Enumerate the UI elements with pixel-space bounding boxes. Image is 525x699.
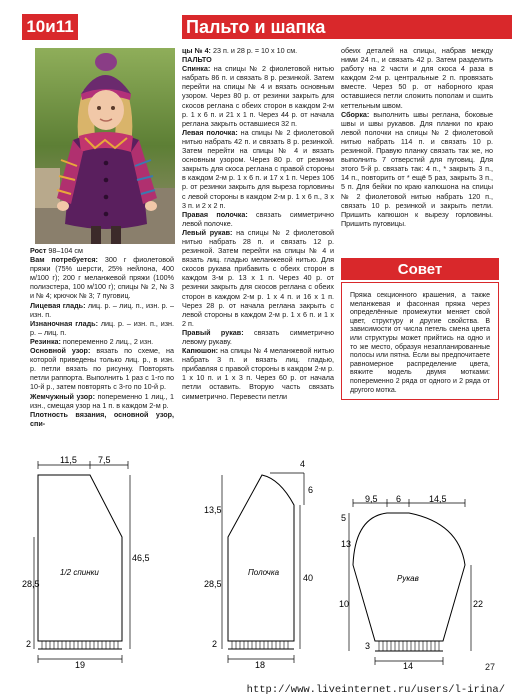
back-height-body: 28,5 — [22, 579, 40, 589]
back-piece-label: 1/2 спинки — [60, 568, 99, 577]
title-bar — [82, 14, 512, 40]
sleeve-width: 14 — [403, 661, 414, 670]
rib-label: Резинка: — [30, 336, 61, 346]
pearl-pattern-text: попеременно 1 лиц., 1 изн., смещая узор на 1 п. в каждом 2-м р. — [30, 391, 175, 410]
front-piece-label: Полочка — [248, 568, 280, 577]
front-rib-height: 2 — [212, 639, 218, 649]
main-pattern-text: вязать по схеме, на которой приведены только лиц. р., в изн. р. петли вязать по рисунку. Повторять петли раппорта. Выполнить 1 раз с 1-го по 10-й р., затем повторять с 3-го по 10-й р. — [30, 346, 175, 392]
hood-continued-text: обеих деталей на спицы, набрав между ними 24 п., и связать 42 р. Затем разделить работу на 2 части и для скоса 4 раза в каждом 2-м р. центральные 2 п. провязать вместе. Через 50 р. от наборного края оставшиеся петли сложить пополам и сшить кеттельным швом. — [341, 46, 493, 110]
sleeve-top-right-dim: 14,5 — [429, 494, 447, 504]
sleeve-height-top2: 13 — [341, 539, 352, 549]
text-column-3 — [341, 46, 493, 228]
back-top-right-dim: 7,5 — [98, 455, 111, 465]
sleeve-top-left-dim: 9,5 — [365, 494, 378, 504]
right-sleeve-text: связать симметрично левому рукаву. — [182, 327, 335, 346]
advice-text: Пряжа секционного крашения, а также меланжевая и фасонная пряжа через определённые промежутки меняет свой цвет, структуру и другие свойства. В зависимости от числа петель смена цвета или структуры может прийтись на одно и то же место, образуя незапланированные полосы или пятна. Если вы предпочитаете равномерное распределение цвета, вяжите модель двумя мотками: попеременно 2 ряда от одного и 2 ряда от другого мотка. — [341, 282, 499, 400]
hood-label: Капюшон: — [182, 346, 219, 356]
right-sleeve-label: Правый рукав: — [182, 327, 244, 337]
sleeve-height-total: 22 — [473, 599, 484, 609]
density-label: Плотность вязания, основной узор, спи- — [30, 409, 174, 428]
text-column-2 — [182, 46, 334, 401]
text-column-1 — [30, 246, 174, 428]
materials-text: 300 г фиолетовой пряжи (75% шерсти, 25% нейлона, 400 м/100 г); 200 г меланжевой пряжи (100% полиэстера, 100 м/100 г); спицы № 2, № 3 и № 4; крючок № 3; 7 пуговиц. — [30, 255, 174, 301]
materials-label: Вам потребуется: — [30, 255, 98, 265]
left-front-label: Левая полочка: — [182, 127, 238, 137]
page-title: Пальто и шапка — [186, 17, 326, 37]
face-stitch-text: лиц. р. – лиц. п., изн. р. – изн. п. — [30, 300, 174, 319]
front-width: 18 — [255, 660, 266, 670]
model-number-badge: 10и11 — [22, 14, 78, 40]
front-neck-top-dim: 4 — [300, 459, 306, 469]
purl-stitch-text: лиц. р. – изн. п., изн. р. – лиц. п. — [30, 318, 174, 337]
back-top-left-dim: 11,5 — [60, 455, 77, 465]
front-height-body: 28,5 — [204, 579, 222, 589]
page-number: 27 — [484, 662, 495, 672]
back-schematic — [20, 455, 160, 670]
main-pattern-label: Основной узор: — [30, 346, 91, 356]
size-value: 98–104 см — [46, 246, 83, 255]
child-photo — [35, 48, 175, 244]
back-label: Спинка: — [182, 64, 211, 74]
sleeve-top-mid-dim: 6 — [396, 494, 402, 504]
rib-text: попеременно 2 лиц., 2 изн. — [60, 336, 154, 346]
advice-box — [341, 258, 499, 398]
face-stitch-label: Лицевая гладь: — [30, 300, 86, 310]
assembly-text: выполнить швы реглана, боковые швы и швы рукавов. Для планки по краю левой полочки на спицы № 2 фиолетовой нитью набрать 114 п. и связать 10 р. резинкой. Правую планку связать так же, но выполнить 7 отверстий для пуговиц. Для этого 5-й р. связать так: 4 п., * закрыть 3 п., 14 п., повторить от * ещё 5 раз, закрыть 3 п., 5 п. Для бейки по краю капюшона на спицы № 2 фиолетовой нитью набрать 120 п., связать 10 р. резинкой и закрыть петли. Пришить капюшон к вырезу горловины. Пришить пуговицы. — [341, 109, 493, 228]
sleeve-height-mid: 10 — [339, 599, 350, 609]
child-photo-illustration — [35, 48, 175, 244]
sleeve-schematic — [335, 455, 495, 670]
size-label: Рост — [30, 246, 47, 255]
coat-heading: ПАЛЬТО — [182, 55, 212, 65]
left-sleeve-text: на спицы № 2 фиолетовой нитью набрать 28 п. и связать 12 р. резинкой. Затем перейти на спицы № 4 и вязать лиц. гладью меланжевой нитью. Для скосов рукава прибавить с обеих сторон в каждом 3-м р. 13 x 1 п. Через 40 р. от резинки закрыть для скосов реглана с обеих сторон в каждом 2-м р. 1 x 4 п. и 16 x 1 п. Через 28 р. от начала реглана закрыть с левой стороны в каждом 2-м р. 1 x 6 п. и 1 x 2 п. — [182, 227, 334, 328]
front-schematic — [200, 455, 330, 670]
sleeve-piece-label: Рукав — [397, 574, 419, 583]
back-text: на спицы № 2 фиолетовой нитью набрать 86 п. и связать 8 р. резинкой. Затем перейти на спицы № 4 и вязать основным узором. Через 80 р. от резинки закрыть для скосов регланa с обеих сторон в каждом 2-м р. 1 x 6 п. и 21 x 1 п. Через 44 р. от начала реглана закрыть оставшиеся 32 п. — [182, 64, 334, 128]
pearl-pattern-label: Жемчужный узор: — [30, 391, 95, 401]
left-front-text: на спицы № 2 фиолетовой нитью набрать 42 п. и связать 8 р. резинкой. Затем перейти на спицы № 4 и вязать основным узором. Через 80 р. от резинки закрыть для скоса реглана с правой стороны в каждом 2-м р. 1 x 6 п. и 17 x 1 п. Через 106 р. от резинки закрыть для выреза горловины с левой стороны в каждом 2-м р. 1 x 6 п., 3 x 3 п. и 2 x 2 п. — [182, 127, 334, 210]
right-front-text: связать симметрично левой полочке. — [182, 209, 335, 228]
front-height-upper: 13,5 — [204, 505, 222, 515]
right-front-label: Правая полочка: — [182, 209, 248, 219]
front-height-total: 40 — [303, 573, 314, 583]
back-height-total: 46,5 — [132, 553, 150, 563]
back-rib-height: 2 — [26, 639, 32, 649]
sleeve-height-top1: 5 — [341, 513, 347, 523]
source-url[interactable]: http://www.liveinternet.ru/users/l-irina/ — [246, 684, 505, 696]
hood-text: на спицы № 4 меланжевой нитью набрать 3 п. и вязать лиц. гладью, прибавляя с правой стороны в каждом 2-м р. 1 x 10 п. и 1 x 3 п. Через 60 р. от начала петли оставить. Вторую часть связать симметрично. Перевести петли — [182, 346, 334, 401]
sleeve-rib-height: 3 — [365, 641, 371, 651]
front-neck-side-dim: 6 — [308, 485, 314, 495]
left-sleeve-label: Левый рукав: — [182, 227, 233, 237]
assembly-label: Сборка: — [341, 109, 370, 119]
density-text: 23 п. и 28 р. = 10 x 10 см. — [210, 46, 298, 55]
advice-heading: Совет — [341, 258, 499, 280]
back-width: 19 — [75, 660, 86, 670]
purl-stitch-label: Изнаночная гладь: — [30, 318, 98, 328]
density-continued: цы № 4: — [182, 46, 211, 55]
